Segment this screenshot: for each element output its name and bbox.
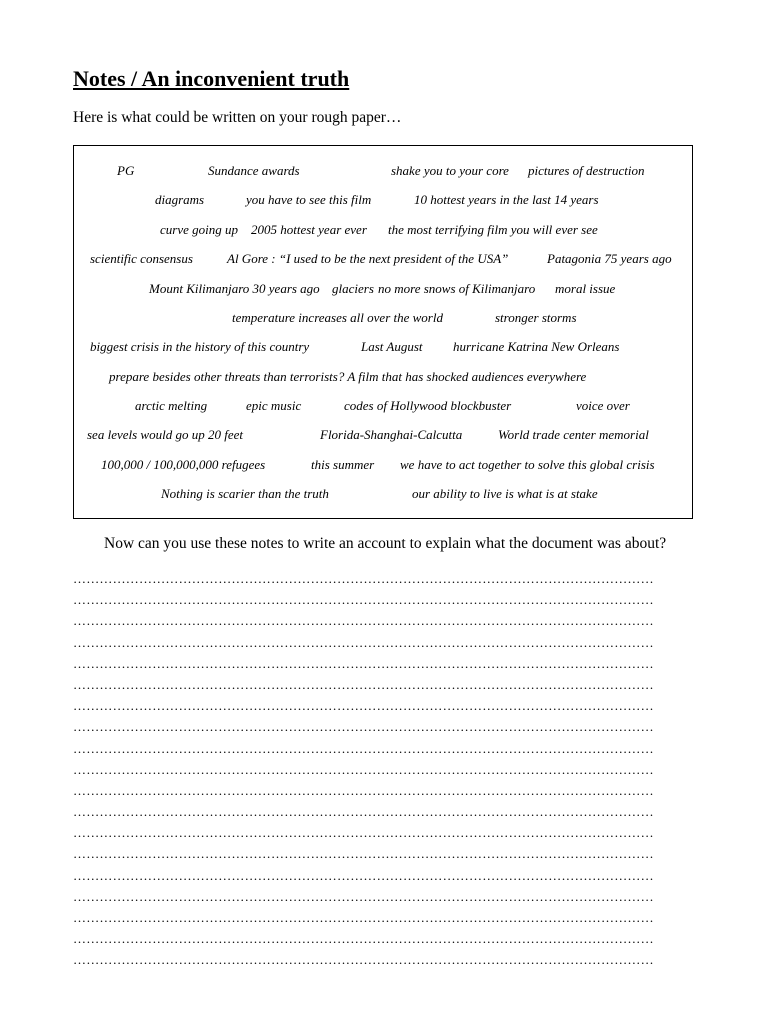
note-item: pictures of destruction (528, 163, 645, 178)
notes-row (74, 220, 694, 240)
note-item: diagrams (155, 192, 205, 207)
notes-row (74, 425, 694, 445)
notes-row (74, 396, 694, 416)
answer-line[interactable]: …………………………………………………………………………………………………………………… (73, 782, 654, 798)
note-item: World trade center memorial (498, 427, 649, 442)
notes-box (73, 145, 693, 519)
notes-row (74, 455, 694, 475)
answer-line[interactable]: …………………………………………………………………………………………………………………… (73, 655, 654, 671)
answer-area[interactable] (73, 568, 695, 971)
note-item: 2005 hottest year ever (251, 222, 367, 237)
answer-line[interactable]: …………………………………………………………………………………………………………………… (73, 825, 654, 841)
note-item: scientific consensus (90, 251, 193, 266)
note-item: prepare besides other threats than terrorists? A film that has shocked audiences everywhere (109, 369, 587, 384)
note-item: temperature increases all over the world (232, 310, 443, 325)
answer-line[interactable]: …………………………………………………………………………………………………………………… (73, 846, 654, 862)
note-item: shake you to your core (391, 163, 509, 178)
note-item: our ability to live is what is at stake (412, 486, 598, 501)
answer-line[interactable]: …………………………………………………………………………………………………………………… (73, 931, 654, 947)
answer-line[interactable]: …………………………………………………………………………………………………………………… (73, 634, 654, 650)
notes-row (74, 279, 694, 299)
notes-row (74, 249, 694, 269)
note-item: hurricane Katrina New Orleans (453, 339, 620, 354)
note-item: Sundance awards (208, 163, 300, 178)
note-item: no more snows of Kilimanjaro (378, 281, 536, 296)
note-item: 10 hottest years in the last 14 years (414, 192, 599, 207)
notes-row (74, 190, 694, 210)
note-item: voice over (576, 398, 630, 413)
intro-text: Here is what could be written on your rough paper… (73, 109, 402, 126)
answer-line[interactable]: …………………………………………………………………………………………………………………… (73, 592, 654, 608)
note-item: epic music (246, 398, 302, 413)
answer-line[interactable]: …………………………………………………………………………………………………………………… (73, 613, 654, 629)
note-item: Al Gore : “I used to be the next president of the USA” (227, 251, 509, 266)
note-item: moral issue (555, 281, 616, 296)
notes-row (74, 367, 694, 387)
note-item: Nothing is scarier than the truth (161, 486, 329, 501)
note-item: Florida-Shanghai-Calcutta (320, 427, 463, 442)
answer-line[interactable]: …………………………………………………………………………………………………………………… (73, 761, 654, 777)
note-item: 100,000 / 100,000,000 refugees (101, 457, 266, 472)
answer-line[interactable]: …………………………………………………………………………………………………………………… (73, 740, 654, 756)
answer-line[interactable]: …………………………………………………………………………………………………………………… (73, 719, 654, 735)
note-item: the most terrifying film you will ever see (388, 222, 598, 237)
note-item: sea levels would go up 20 feet (87, 427, 243, 442)
note-item: Last August (361, 339, 423, 354)
answer-line[interactable]: …………………………………………………………………………………………………………………… (73, 952, 654, 968)
note-item: Patagonia 75 years ago (547, 251, 672, 266)
note-item: biggest crisis in the history of this country (90, 339, 310, 354)
answer-line[interactable]: …………………………………………………………………………………………………………………… (73, 910, 654, 925)
notes-row (74, 161, 694, 181)
question-prompt: Now can you use these notes to write an account to explain what the document was about? (104, 535, 667, 552)
answer-line[interactable]: …………………………………………………………………………………………………………………… (73, 888, 654, 904)
note-item: Mount Kilimanjaro 30 years ago (149, 281, 320, 296)
note-item: we have to act together to solve this global crisis (400, 457, 655, 472)
answer-line[interactable]: …………………………………………………………………………………………………………………… (73, 804, 654, 820)
note-item: you have to see this film (246, 192, 372, 207)
note-item: arctic melting (135, 398, 208, 413)
note-item: stronger storms (495, 310, 577, 325)
note-item: codes of Hollywood blockbuster (344, 398, 512, 413)
note-item: glaciers (332, 281, 374, 296)
answer-line[interactable]: …………………………………………………………………………………………………………………… (73, 698, 654, 714)
note-item: curve going up (160, 222, 238, 237)
page-title: Notes / An inconvenient truth (73, 66, 350, 91)
notes-row (74, 337, 694, 357)
note-item: PG (117, 163, 135, 178)
answer-line[interactable]: …………………………………………………………………………………………………………………… (73, 676, 654, 692)
notes-row (74, 484, 694, 504)
notes-row (74, 308, 694, 328)
answer-line[interactable]: …………………………………………………………………………………………………………………… (73, 571, 654, 586)
note-item: this summer (311, 457, 375, 472)
answer-line[interactable]: …………………………………………………………………………………………………………………… (73, 867, 654, 883)
